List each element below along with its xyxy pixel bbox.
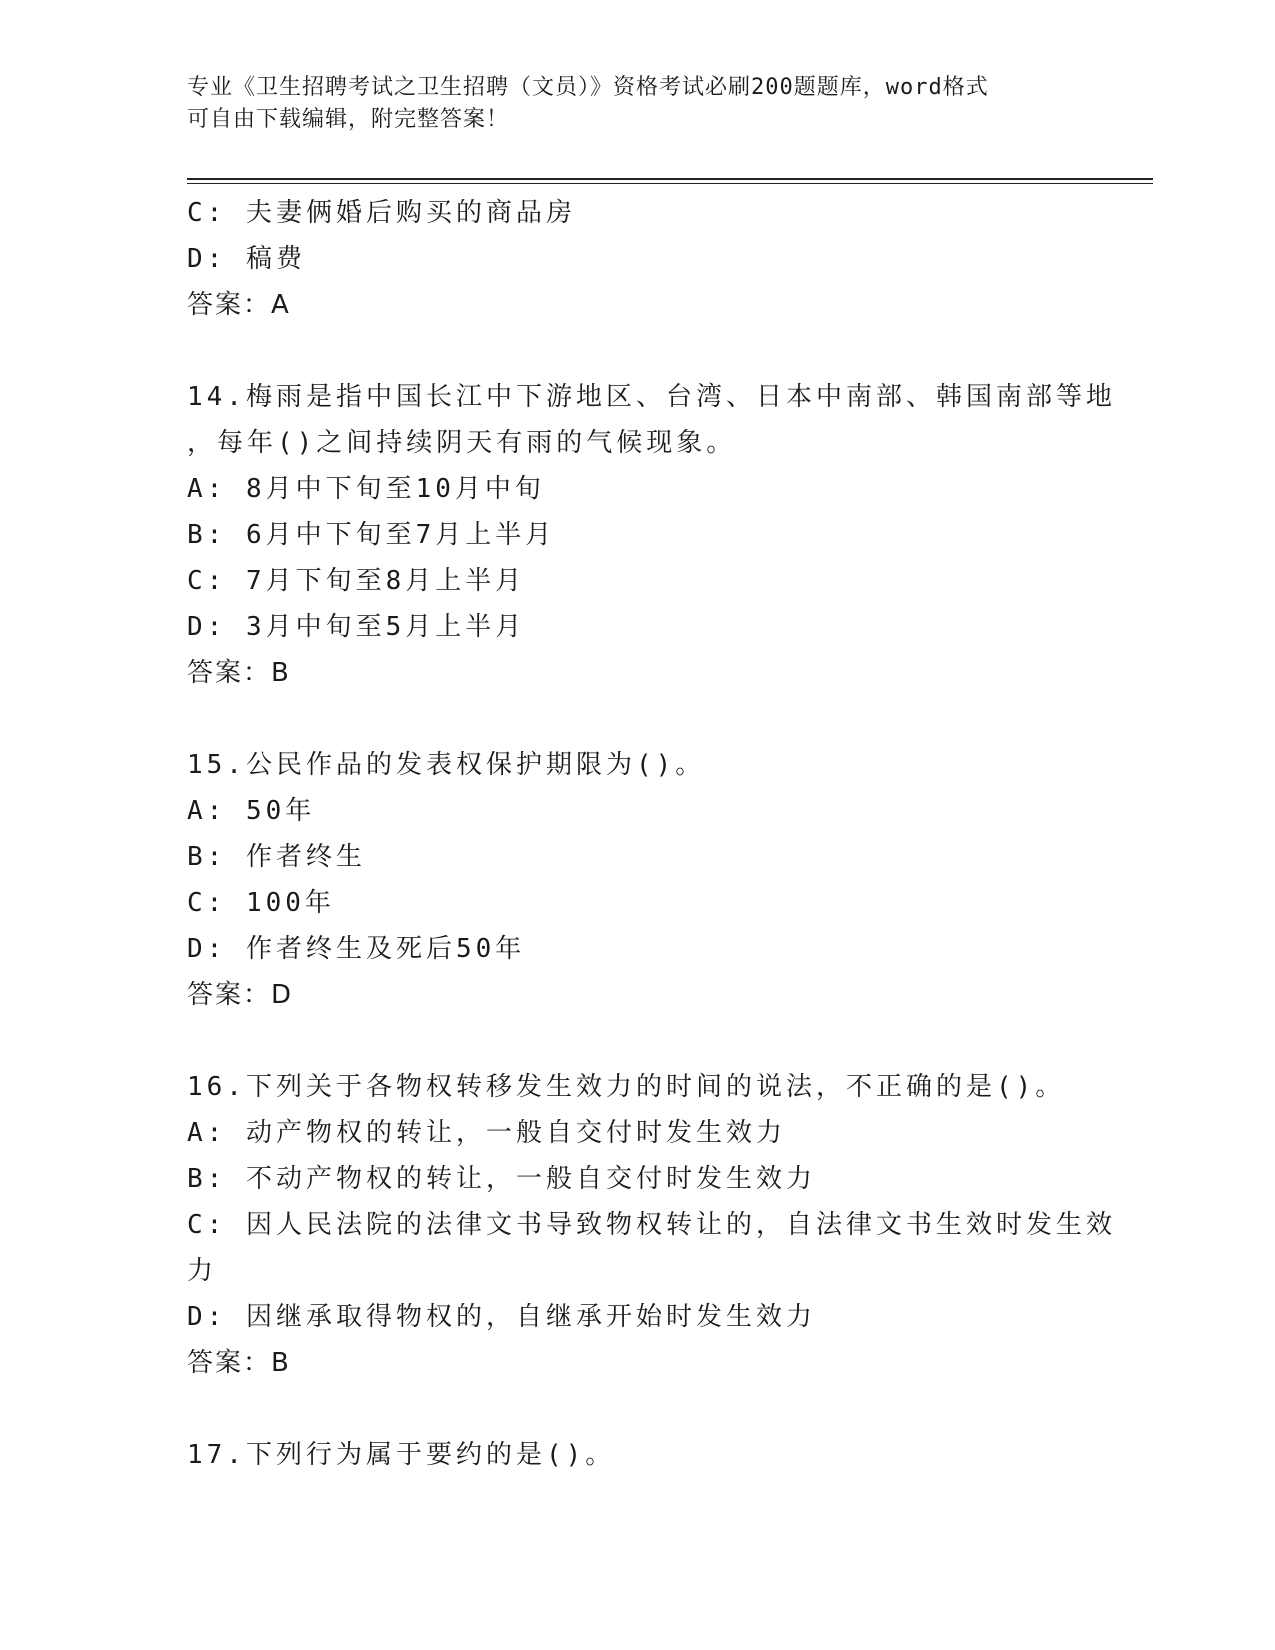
spacer [187, 1386, 1087, 1432]
header-line-1: 专业《卫生招聘考试之卫生招聘（文员）》资格考试必刷200题题库，word格式 [187, 75, 989, 100]
option-a: A: 50年 [187, 796, 316, 826]
option-a: A: 8月中下旬至10月中旬 [187, 474, 545, 504]
option-c: C: 因人民法院的法律文书导致物权转让的，自法律文书生效时发生效 [187, 1210, 1116, 1240]
option-d: D: 因继承取得物权的，自继承开始时发生效力 [187, 1302, 816, 1332]
question-16-text: 16.下列关于各物权转移发生效力的时间的说法，不正确的是()。 [187, 1072, 1066, 1102]
option-c-cont: 力 [187, 1256, 218, 1286]
option-a: A: 动产物权的转让，一般自交付时发生效力 [187, 1118, 786, 1148]
answer-line: 答案：B [187, 658, 291, 688]
question-content [187, 190, 1116, 1478]
question-17-text: 17.下列行为属于要约的是()。 [187, 1440, 616, 1470]
question-15-text: 15.公民作品的发表权保护期限为()。 [187, 750, 706, 780]
header-line-2: 可自由下载编辑，附完整答案！ [187, 107, 510, 132]
option-d: D: 稿费 [187, 244, 306, 274]
spacer [187, 328, 1087, 374]
question-14-text-cont: ，每年()之间持续阴天有雨的气候现象。 [187, 428, 737, 458]
option-d: D: 3月中旬至5月上半月 [187, 612, 526, 642]
spacer [187, 1018, 1087, 1064]
answer-line: 答案：D [187, 980, 294, 1010]
option-b: B: 不动产物权的转让，一般自交付时发生效力 [187, 1164, 816, 1194]
answer-line: 答案：A [187, 290, 291, 320]
spacer [187, 696, 1087, 742]
option-d: D: 作者终生及死后50年 [187, 934, 526, 964]
question-14-text: 14.梅雨是指中国长江中下游地区、台湾、日本中南部、韩国南部等地 [187, 382, 1116, 412]
option-c: C: 夫妻俩婚后购买的商品房 [187, 198, 576, 228]
header-divider [187, 178, 1153, 184]
option-c: C: 100年 [187, 888, 335, 918]
option-c: C: 7月下旬至8月上半月 [187, 566, 526, 596]
option-b: B: 作者终生 [187, 842, 366, 872]
page-header [187, 72, 1087, 136]
answer-line: 答案：B [187, 1348, 291, 1378]
option-b: B: 6月中下旬至7月上半月 [187, 520, 556, 550]
